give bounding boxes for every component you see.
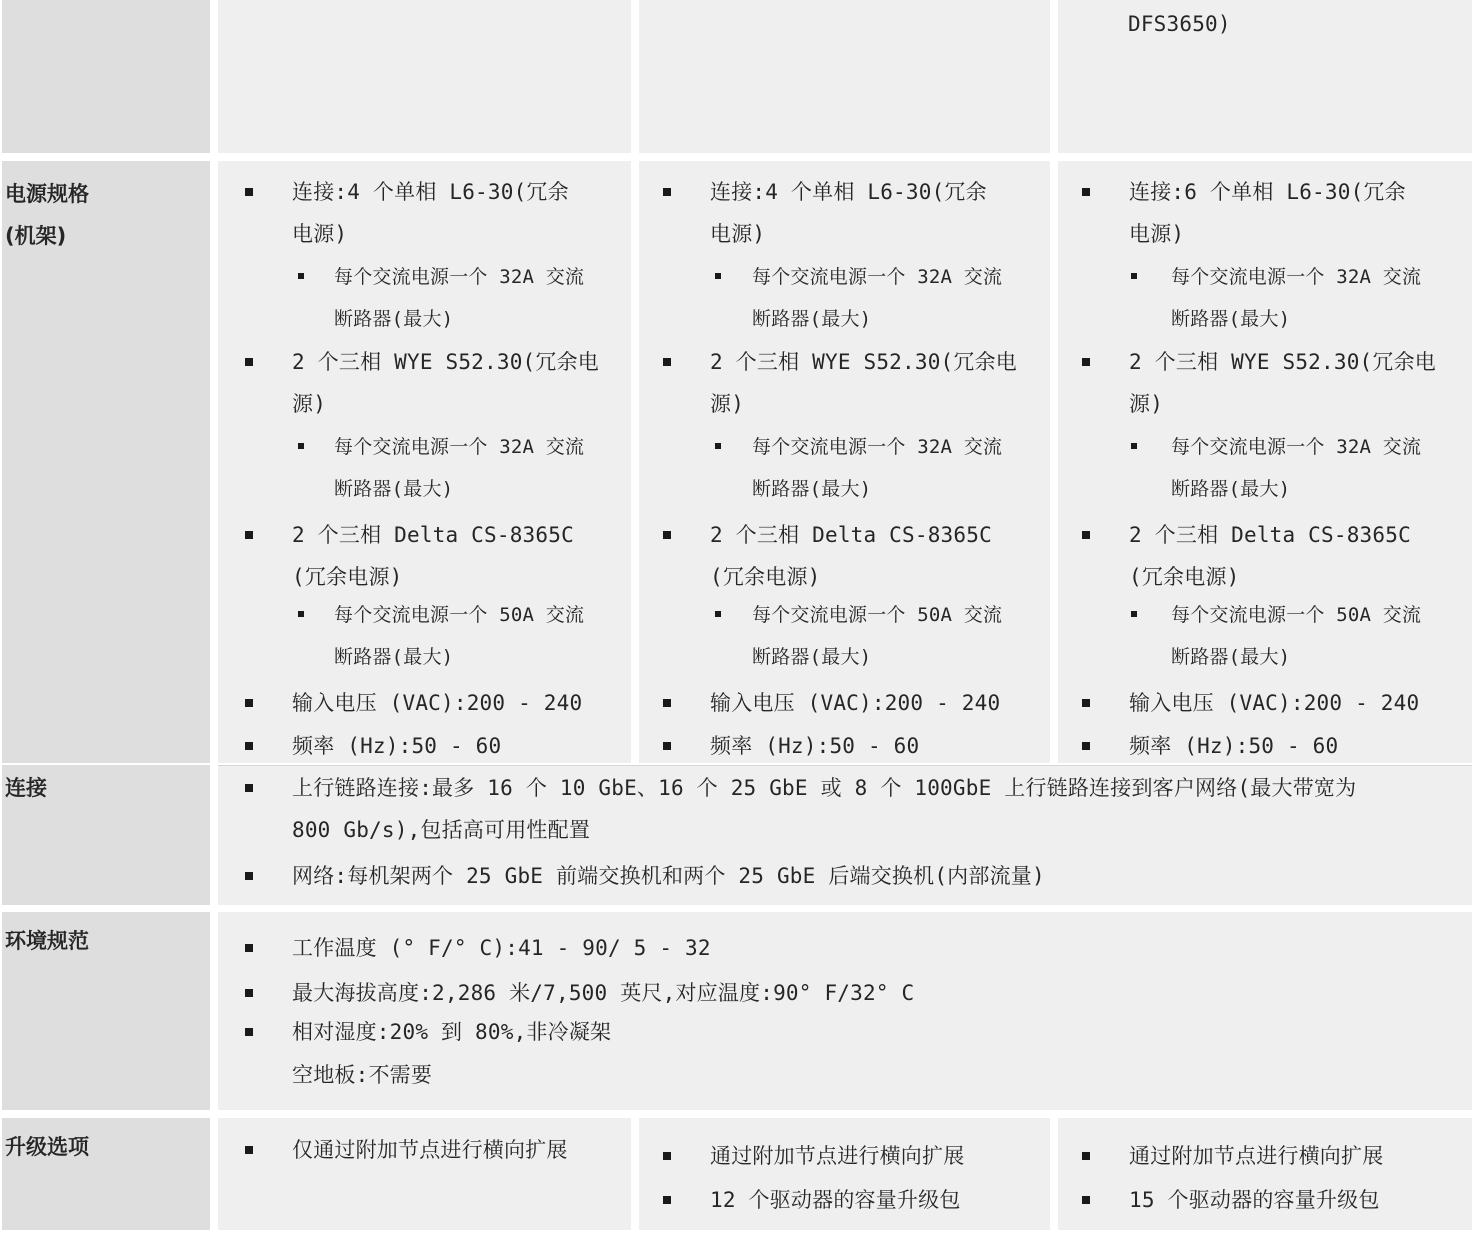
breaker-line: 断路器(最大) (1171, 646, 1291, 668)
bullet (663, 188, 671, 196)
sub-bullet (715, 443, 721, 449)
row-top-header-cell (2, 0, 210, 153)
sub-bullet (715, 273, 721, 279)
bullet (1082, 531, 1090, 539)
delta-line: (冗余电源) (710, 565, 821, 589)
bullet (245, 358, 253, 366)
frequency-line: 频率 (Hz):50 - 60 (710, 734, 920, 758)
voltage-line: 输入电压 (VAC):200 - 240 (1129, 691, 1420, 715)
breaker-line: 断路器(最大) (334, 478, 454, 500)
row-top-col2-cell (639, 0, 1050, 153)
breaker-line: 每个交流电源一个 32A 交流 (334, 436, 585, 458)
uplink-line: 上行链路连接:最多 16 个 10 GbE、16 个 25 GbE 或 8 个 100GbE 上行链路连接到客户网络(最大带宽为 (292, 776, 1357, 800)
wye-line: 源) (710, 392, 745, 416)
network-line: 网络:每机架两个 25 GbE 前端交换机和两个 25 GbE 后端交换机(内部流量) (292, 864, 1045, 888)
row-top-col1-cell (218, 0, 631, 153)
bullet (245, 531, 253, 539)
wye-line: 源) (1129, 392, 1164, 416)
bullet (245, 784, 253, 792)
bullet (245, 188, 253, 196)
wye-line: 2 个三相 WYE S52.30(冗余电 (710, 350, 1018, 374)
wye-line: 2 个三相 WYE S52.30(冗余电 (1129, 350, 1437, 374)
sub-bullet (298, 443, 304, 449)
upgrade-line: 通过附加节点进行横向扩展 (710, 1144, 965, 1168)
frequency-line: 频率 (Hz):50 - 60 (1129, 734, 1339, 758)
breaker-line: 断路器(最大) (752, 478, 872, 500)
breaker-line: 断路器(最大) (1171, 478, 1291, 500)
power-connection-line: 电源) (292, 222, 348, 246)
delta-line: 2 个三相 Delta CS-8365C (710, 523, 992, 547)
breaker-line: 每个交流电源一个 32A 交流 (752, 436, 1003, 458)
breaker-line: 断路器(最大) (1171, 308, 1291, 330)
upgrade-line: 通过附加节点进行横向扩展 (1129, 1144, 1384, 1168)
bullet (245, 872, 253, 880)
breaker-line: 每个交流电源一个 50A 交流 (334, 604, 585, 626)
bullet (245, 742, 253, 750)
breaker-line: 断路器(最大) (752, 308, 872, 330)
power-label-line2: (机架) (5, 224, 67, 248)
bullet (663, 531, 671, 539)
breaker-line: 断路器(最大) (752, 646, 872, 668)
bullet (1082, 742, 1090, 750)
bullet (663, 1196, 671, 1204)
connect-header-cell (2, 765, 210, 905)
env-label: 环境规范 (5, 929, 89, 953)
power-connection-line: 连接:4 个单相 L6-30(冗余 (292, 180, 569, 204)
frequency-line: 频率 (Hz):50 - 60 (292, 734, 502, 758)
temperature-line: 工作温度 (° F/° C):41 - 90/ 5 - 32 (292, 936, 711, 960)
wye-line: 源) (292, 392, 327, 416)
humidity-line: 相对湿度:20% 到 80%,非冷凝架 (292, 1020, 612, 1044)
delta-line: 2 个三相 Delta CS-8365C (1129, 523, 1411, 547)
delta-line: (冗余电源) (1129, 565, 1240, 589)
power-connection-line: 电源) (1129, 222, 1185, 246)
model-text: DFS3650) (1128, 12, 1231, 36)
bullet (1082, 699, 1090, 707)
bullet (663, 1152, 671, 1160)
power-connection-line: 连接:4 个单相 L6-30(冗余 (710, 180, 987, 204)
floor-line: 空地板:不需要 (292, 1063, 433, 1087)
breaker-line: 每个交流电源一个 32A 交流 (1171, 266, 1422, 288)
breaker-line: 每个交流电源一个 50A 交流 (752, 604, 1003, 626)
bullet (663, 742, 671, 750)
sub-bullet (298, 611, 304, 617)
voltage-line: 输入电压 (VAC):200 - 240 (292, 691, 583, 715)
bullet (1082, 1152, 1090, 1160)
breaker-line: 每个交流电源一个 32A 交流 (1171, 436, 1422, 458)
power-header-cell (2, 161, 210, 763)
wye-line: 2 个三相 WYE S52.30(冗余电 (292, 350, 600, 374)
breaker-line: 断路器(最大) (334, 308, 454, 330)
breaker-line: 每个交流电源一个 32A 交流 (334, 266, 585, 288)
breaker-line: 断路器(最大) (334, 646, 454, 668)
sub-bullet (1131, 273, 1137, 279)
sub-bullet (298, 273, 304, 279)
upgrade-line: 仅通过附加节点进行横向扩展 (292, 1138, 568, 1162)
delta-line: 2 个三相 Delta CS-8365C (292, 523, 574, 547)
bullet (245, 989, 253, 997)
uplink-line: 800 Gb/s),包括高可用性配置 (292, 818, 591, 842)
bullet (1082, 188, 1090, 196)
power-connection-line: 连接:6 个单相 L6-30(冗余 (1129, 180, 1406, 204)
connect-label: 连接 (5, 776, 47, 800)
breaker-line: 每个交流电源一个 50A 交流 (1171, 604, 1422, 626)
bullet (1082, 1196, 1090, 1204)
bullet (245, 1028, 253, 1036)
sub-bullet (1131, 443, 1137, 449)
upgrade-header-cell (2, 1118, 210, 1230)
upgrade-line: 15 个驱动器的容量升级包 (1129, 1188, 1380, 1212)
voltage-line: 输入电压 (VAC):200 - 240 (710, 691, 1001, 715)
sub-bullet (715, 611, 721, 617)
delta-line: (冗余电源) (292, 565, 403, 589)
sub-bullet (1131, 611, 1137, 617)
power-label-line1: 电源规格 (5, 182, 89, 206)
bullet (1082, 358, 1090, 366)
breaker-line: 每个交流电源一个 32A 交流 (752, 266, 1003, 288)
upgrade-line: 12 个驱动器的容量升级包 (710, 1188, 961, 1212)
row-top-col3-cell (1058, 0, 1472, 153)
power-connection-line: 电源) (710, 222, 766, 246)
bullet (245, 1146, 253, 1154)
bullet (663, 699, 671, 707)
altitude-line: 最大海拔高度:2,286 米/7,500 英尺,对应温度:90° F/32° C (292, 981, 915, 1005)
bullet (663, 358, 671, 366)
bullet (245, 944, 253, 952)
upgrade-label: 升级选项 (5, 1135, 89, 1159)
bullet (245, 699, 253, 707)
env-header-cell (2, 912, 210, 1110)
